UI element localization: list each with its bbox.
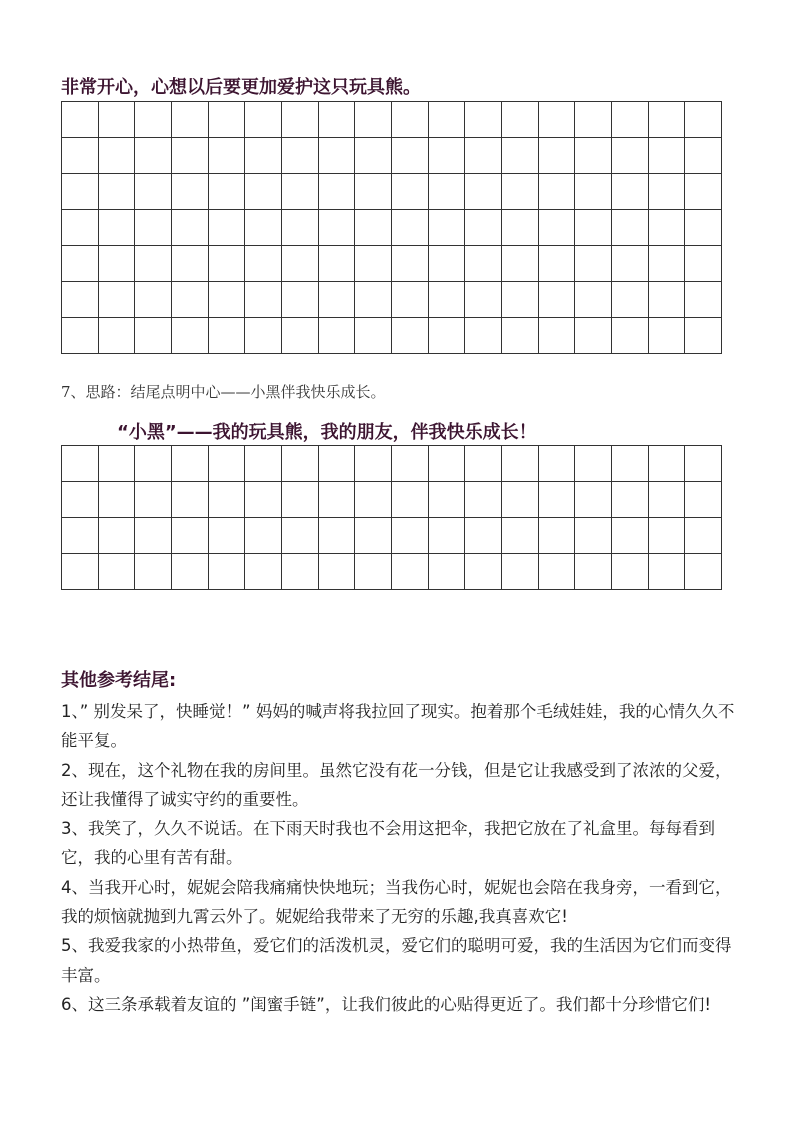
grid-cell[interactable] [99, 446, 136, 482]
grid-cell[interactable] [135, 210, 172, 246]
grid-cell[interactable] [99, 174, 136, 210]
grid-cell[interactable] [99, 246, 136, 282]
grid-cell[interactable] [355, 446, 392, 482]
grid-row [62, 210, 722, 246]
grid-cell[interactable] [685, 210, 722, 246]
grid-cell[interactable] [99, 282, 136, 318]
grid-cell[interactable] [429, 246, 466, 282]
step7-heading: “小黑”——我的玩具熊，我的朋友，伴我快乐成长！ [117, 422, 537, 443]
top-heading: 非常开心，心想以后要更加爱护这只玩具熊。 [61, 77, 421, 98]
grid-cell[interactable] [355, 554, 392, 590]
grid-cell[interactable] [539, 138, 576, 174]
grid-cell[interactable] [685, 246, 722, 282]
grid-cell[interactable] [282, 174, 319, 210]
grid-cell[interactable] [209, 482, 246, 518]
grid-cell[interactable] [172, 318, 209, 354]
ending-item-1: 1、” 别发呆了，快睡觉！” 妈妈的喊声将我拉回了现实。抱着那个毛绒娃娃，我的心情久久不能平复。 [61, 702, 735, 751]
grid-cell[interactable] [355, 246, 392, 282]
grid-cell[interactable] [502, 318, 539, 354]
grid-cell[interactable] [172, 446, 209, 482]
grid-cell[interactable] [62, 138, 99, 174]
grid-cell[interactable] [612, 138, 649, 174]
grid-cell[interactable] [649, 518, 686, 554]
grid-cell[interactable] [282, 282, 319, 318]
grid-cell[interactable] [355, 318, 392, 354]
grid-row [62, 138, 722, 174]
grid-cell[interactable] [282, 554, 319, 590]
grid-cell[interactable] [135, 246, 172, 282]
grid-cell[interactable] [245, 282, 282, 318]
grid-row [62, 518, 722, 554]
grid-cell[interactable] [429, 554, 466, 590]
grid-cell[interactable] [685, 554, 722, 590]
grid-cell[interactable] [172, 282, 209, 318]
grid-row [62, 174, 722, 210]
grid-cell[interactable] [502, 554, 539, 590]
grid-cell[interactable] [319, 446, 356, 482]
grid-cell[interactable] [392, 446, 429, 482]
grid-cell[interactable] [99, 318, 136, 354]
grid-cell[interactable] [209, 138, 246, 174]
grid-cell[interactable] [209, 446, 246, 482]
grid-cell[interactable] [245, 482, 282, 518]
grid-cell[interactable] [62, 246, 99, 282]
grid-cell[interactable] [502, 138, 539, 174]
grid-cell[interactable] [209, 246, 246, 282]
ending-item-5: 5、我爱我家的小热带鱼，爱它们的活泼机灵，爱它们的聪明可爱，我的生活因为它们而变得丰富。 [61, 936, 732, 985]
writing-grid-top[interactable] [61, 101, 722, 354]
grid-cell[interactable] [99, 210, 136, 246]
grid-cell[interactable] [539, 318, 576, 354]
grid-cell[interactable] [502, 246, 539, 282]
grid-cell[interactable] [135, 282, 172, 318]
grid-cell[interactable] [392, 210, 429, 246]
grid-cell[interactable] [392, 554, 429, 590]
grid-cell[interactable] [319, 282, 356, 318]
grid-cell[interactable] [172, 246, 209, 282]
grid-cell[interactable] [465, 282, 502, 318]
grid-cell[interactable] [429, 102, 466, 138]
grid-cell[interactable] [429, 282, 466, 318]
grid-cell[interactable] [282, 482, 319, 518]
grid-cell[interactable] [685, 138, 722, 174]
grid-cell[interactable] [62, 210, 99, 246]
grid-cell[interactable] [465, 446, 502, 482]
grid-row [62, 318, 722, 354]
grid-cell[interactable] [429, 138, 466, 174]
grid-cell[interactable] [209, 102, 246, 138]
grid-cell[interactable] [465, 246, 502, 282]
grid-row [62, 554, 722, 590]
grid-cell[interactable] [245, 446, 282, 482]
grid-cell[interactable] [465, 174, 502, 210]
ending-item-2: 2、现在，这个礼物在我的房间里。虽然它没有花一分钱，但是它让我感受到了浓浓的父爱，还让我懂得了诚实守约的重要性。 [61, 760, 732, 809]
grid-cell[interactable] [135, 318, 172, 354]
grid-cell[interactable] [172, 482, 209, 518]
grid-cell[interactable] [465, 210, 502, 246]
grid-cell[interactable] [135, 446, 172, 482]
grid-cell[interactable] [245, 102, 282, 138]
other-endings-title: 其他参考结尾: [61, 670, 177, 691]
grid-cell[interactable] [209, 554, 246, 590]
grid-cell[interactable] [99, 518, 136, 554]
grid-cell[interactable] [282, 518, 319, 554]
grid-cell[interactable] [355, 210, 392, 246]
grid-cell[interactable] [392, 482, 429, 518]
grid-cell[interactable] [282, 102, 319, 138]
grid-cell[interactable] [209, 518, 246, 554]
grid-cell[interactable] [685, 446, 722, 482]
grid-cell[interactable] [575, 102, 612, 138]
grid-cell[interactable] [319, 318, 356, 354]
grid-cell[interactable] [99, 482, 136, 518]
grid-cell[interactable] [245, 138, 282, 174]
grid-cell[interactable] [392, 318, 429, 354]
grid-cell[interactable] [172, 174, 209, 210]
grid-cell[interactable] [319, 518, 356, 554]
grid-cell[interactable] [135, 138, 172, 174]
grid-cell[interactable] [575, 318, 612, 354]
grid-cell[interactable] [685, 318, 722, 354]
grid-cell[interactable] [649, 174, 686, 210]
grid-cell[interactable] [172, 210, 209, 246]
grid-cell[interactable] [685, 518, 722, 554]
grid-cell[interactable] [392, 518, 429, 554]
grid-cell[interactable] [135, 482, 172, 518]
grid-cell[interactable] [502, 174, 539, 210]
grid-cell[interactable] [649, 138, 686, 174]
grid-cell[interactable] [575, 282, 612, 318]
grid-cell[interactable] [282, 210, 319, 246]
grid-cell[interactable] [209, 210, 246, 246]
grid-cell[interactable] [575, 554, 612, 590]
grid-cell[interactable] [539, 246, 576, 282]
grid-row [62, 282, 722, 318]
grid-cell[interactable] [539, 174, 576, 210]
grid-cell[interactable] [575, 518, 612, 554]
grid-cell[interactable] [245, 210, 282, 246]
grid-cell[interactable] [502, 210, 539, 246]
grid-cell[interactable] [62, 174, 99, 210]
grid-cell[interactable] [319, 246, 356, 282]
grid-cell[interactable] [685, 174, 722, 210]
grid-cell[interactable] [502, 102, 539, 138]
grid-cell[interactable] [319, 554, 356, 590]
grid-cell[interactable] [575, 446, 612, 482]
grid-cell[interactable] [539, 518, 576, 554]
ending-item-6: 6、这三条承载着友谊的 ”闺蜜手链”，让我们彼此的心贴得更近了。我们都十分珍惜它们! [61, 994, 711, 1014]
grid-cell[interactable] [62, 554, 99, 590]
grid-cell[interactable] [465, 138, 502, 174]
grid-cell[interactable] [245, 554, 282, 590]
grid-cell[interactable] [99, 138, 136, 174]
grid-cell[interactable] [99, 554, 136, 590]
grid-cell[interactable] [172, 518, 209, 554]
grid-cell[interactable] [649, 102, 686, 138]
grid-cell[interactable] [612, 102, 649, 138]
grid-cell[interactable] [355, 482, 392, 518]
grid-cell[interactable] [209, 174, 246, 210]
ending-item-3: 3、我笑了，久久不说话。在下雨天时我也不会用这把伞，我把它放在了礼盒里。每每看到它，我的心里有苦有甜。 [61, 819, 715, 868]
grid-cell[interactable] [575, 246, 612, 282]
grid-cell[interactable] [135, 174, 172, 210]
grid-cell[interactable] [172, 554, 209, 590]
grid-cell[interactable] [575, 210, 612, 246]
grid-cell[interactable] [575, 482, 612, 518]
grid-cell[interactable] [172, 102, 209, 138]
grid-cell[interactable] [392, 138, 429, 174]
grid-cell[interactable] [429, 174, 466, 210]
grid-cell[interactable] [539, 446, 576, 482]
grid-cell[interactable] [62, 446, 99, 482]
grid-cell[interactable] [612, 174, 649, 210]
grid-cell[interactable] [429, 446, 466, 482]
grid-cell[interactable] [465, 318, 502, 354]
grid-cell[interactable] [649, 482, 686, 518]
grid-cell[interactable] [135, 518, 172, 554]
grid-cell[interactable] [429, 318, 466, 354]
grid-cell[interactable] [539, 282, 576, 318]
grid-cell[interactable] [355, 518, 392, 554]
grid-cell[interactable] [685, 482, 722, 518]
grid-row [62, 446, 722, 482]
grid-cell[interactable] [612, 246, 649, 282]
grid-cell[interactable] [502, 446, 539, 482]
grid-cell[interactable] [135, 554, 172, 590]
grid-cell[interactable] [392, 246, 429, 282]
other-endings-section [61, 669, 741, 1019]
grid-cell[interactable] [355, 138, 392, 174]
grid-cell[interactable] [502, 282, 539, 318]
grid-cell[interactable] [392, 102, 429, 138]
grid-cell[interactable] [282, 318, 319, 354]
grid-cell[interactable] [209, 318, 246, 354]
step7-note: 7、思路：结尾点明中心——小黑伴我快乐成长。 [61, 383, 386, 401]
writing-grid-bottom[interactable] [61, 445, 722, 590]
grid-cell[interactable] [612, 446, 649, 482]
grid-cell[interactable] [245, 518, 282, 554]
grid-cell[interactable] [319, 210, 356, 246]
grid-cell[interactable] [319, 482, 356, 518]
grid-cell[interactable] [649, 318, 686, 354]
grid-cell[interactable] [392, 174, 429, 210]
grid-cell[interactable] [649, 446, 686, 482]
grid-cell[interactable] [209, 282, 246, 318]
grid-cell[interactable] [355, 174, 392, 210]
grid-cell[interactable] [685, 282, 722, 318]
grid-cell[interactable] [62, 518, 99, 554]
grid-cell[interactable] [685, 102, 722, 138]
grid-cell[interactable] [539, 554, 576, 590]
grid-cell[interactable] [465, 102, 502, 138]
grid-cell[interactable] [612, 282, 649, 318]
grid-row [62, 102, 722, 138]
grid-cell[interactable] [575, 138, 612, 174]
grid-cell[interactable] [649, 554, 686, 590]
grid-cell[interactable] [99, 102, 136, 138]
grid-cell[interactable] [172, 138, 209, 174]
grid-cell[interactable] [319, 174, 356, 210]
grid-cell[interactable] [355, 102, 392, 138]
grid-cell[interactable] [649, 210, 686, 246]
grid-cell[interactable] [282, 446, 319, 482]
grid-cell[interactable] [62, 482, 99, 518]
grid-cell[interactable] [135, 102, 172, 138]
grid-cell[interactable] [539, 210, 576, 246]
grid-row [62, 246, 722, 282]
grid-cell[interactable] [355, 282, 392, 318]
grid-cell[interactable] [392, 282, 429, 318]
grid-cell[interactable] [612, 210, 649, 246]
grid-cell[interactable] [612, 482, 649, 518]
grid-cell[interactable] [282, 138, 319, 174]
grid-cell[interactable] [539, 482, 576, 518]
grid-cell[interactable] [539, 102, 576, 138]
grid-cell[interactable] [62, 318, 99, 354]
grid-row [62, 482, 722, 518]
grid-cell[interactable] [245, 318, 282, 354]
grid-cell[interactable] [62, 102, 99, 138]
grid-cell[interactable] [612, 554, 649, 590]
grid-cell[interactable] [429, 210, 466, 246]
grid-cell[interactable] [502, 482, 539, 518]
grid-cell[interactable] [612, 518, 649, 554]
grid-cell[interactable] [282, 246, 319, 282]
grid-cell[interactable] [465, 554, 502, 590]
grid-cell[interactable] [319, 138, 356, 174]
ending-item-4: 4、当我开心时，妮妮会陪我痛痛快快地玩；当我伤心时，妮妮也会陪在我身旁，一看到它，我的烦恼就抛到九霄云外了。妮妮给我带来了无穷的乐趣,我真喜欢它! [61, 877, 732, 927]
grid-cell[interactable] [612, 318, 649, 354]
grid-cell[interactable] [319, 102, 356, 138]
grid-cell[interactable] [649, 246, 686, 282]
grid-cell[interactable] [465, 482, 502, 518]
grid-cell[interactable] [62, 282, 99, 318]
grid-cell[interactable] [429, 518, 466, 554]
grid-cell[interactable] [465, 518, 502, 554]
grid-cell[interactable] [649, 282, 686, 318]
grid-cell[interactable] [245, 246, 282, 282]
grid-cell[interactable] [245, 174, 282, 210]
grid-cell[interactable] [502, 518, 539, 554]
grid-cell[interactable] [429, 482, 466, 518]
grid-cell[interactable] [575, 174, 612, 210]
